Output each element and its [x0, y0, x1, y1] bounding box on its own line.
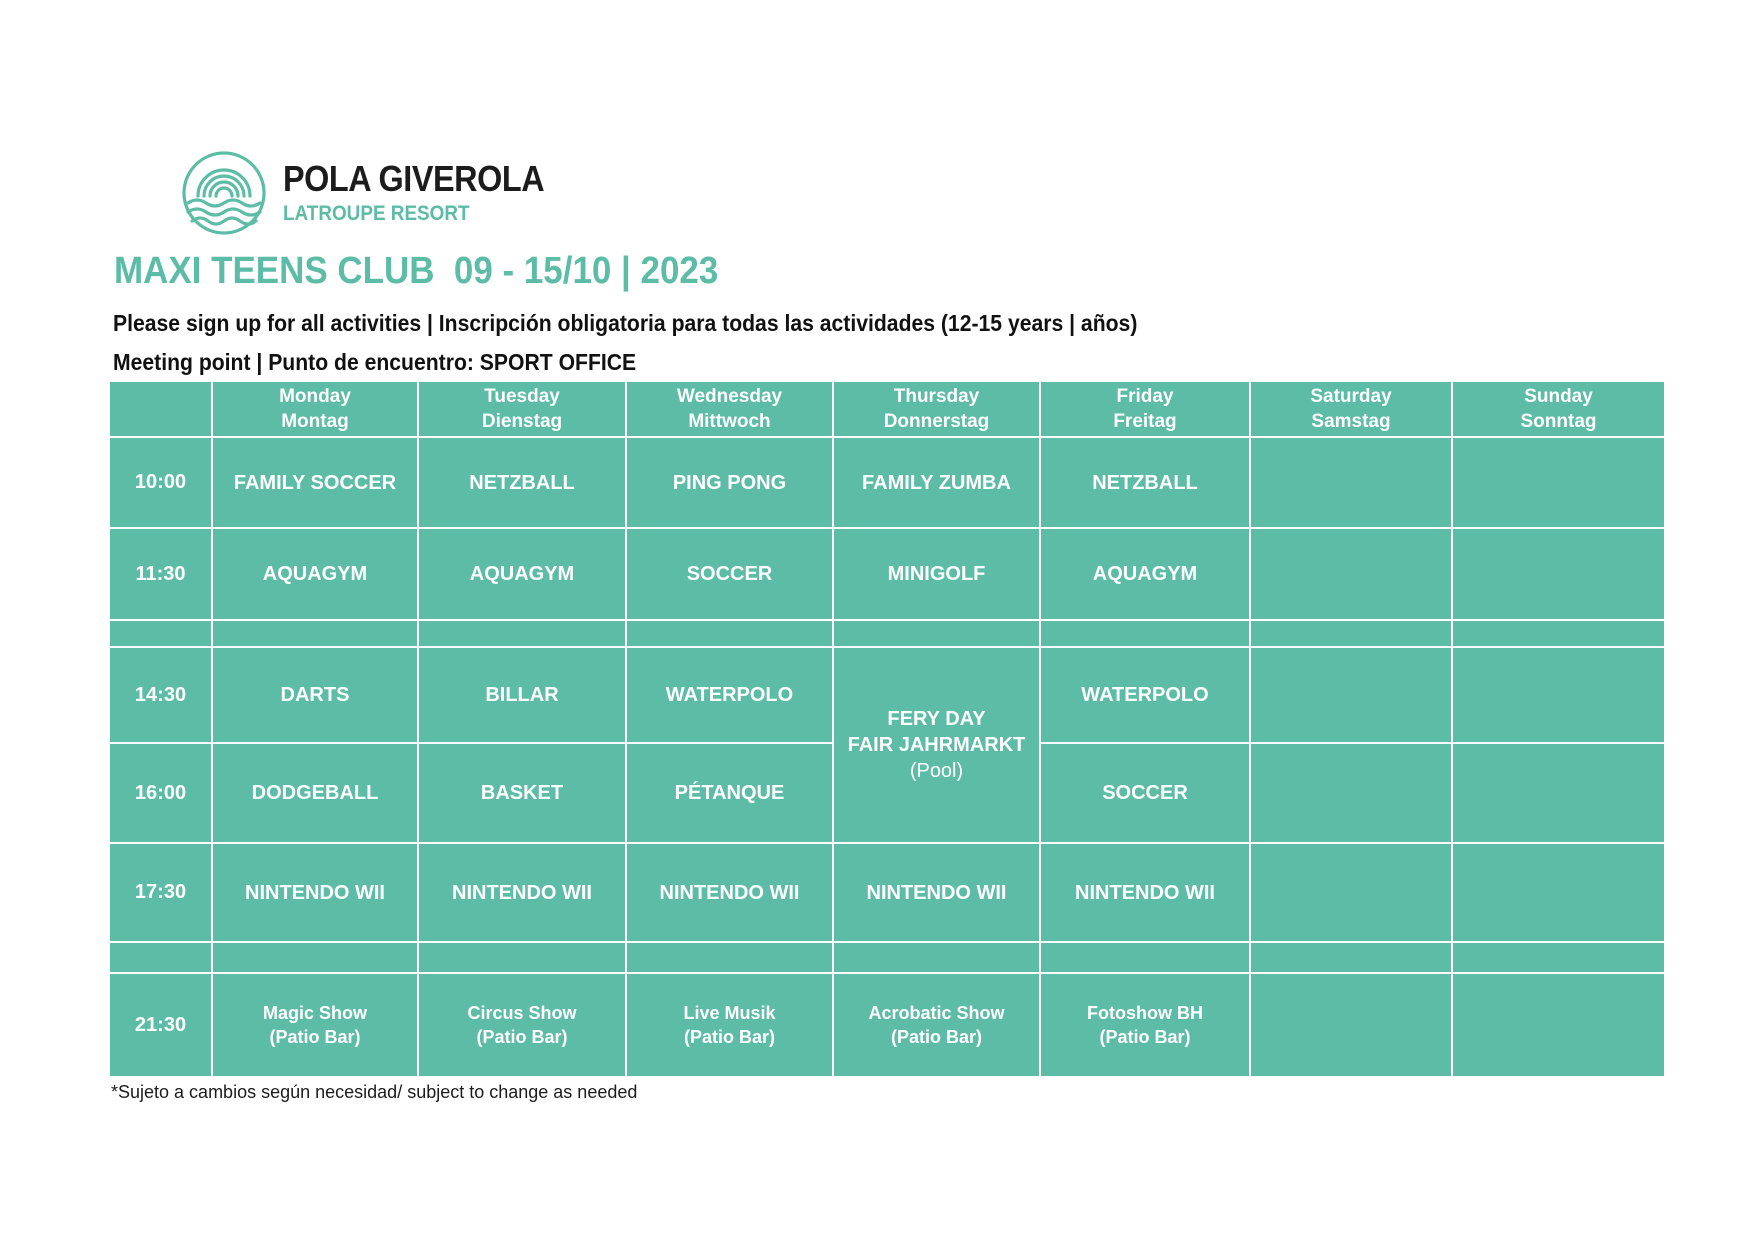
- empty-cell: [1250, 973, 1452, 1077]
- activity-cell: BILLAR: [418, 647, 626, 743]
- resort-logo: [180, 150, 545, 236]
- activity-cell: SOCCER: [626, 528, 833, 620]
- empty-cell: [1250, 528, 1452, 620]
- activity-cell: DARTS: [212, 647, 418, 743]
- sun-over-waves-icon: [180, 150, 268, 236]
- activity-cell: AQUAGYM: [212, 528, 418, 620]
- time-label: 21:30: [109, 973, 212, 1077]
- empty-cell: [1452, 647, 1665, 743]
- activity-cell: WATERPOLO: [1040, 647, 1250, 743]
- activity-cell: MINIGOLF: [833, 528, 1040, 620]
- empty-cell: [1250, 743, 1452, 843]
- empty-cell: [1250, 843, 1452, 942]
- activity-cell: SOCCER: [1040, 743, 1250, 843]
- activity-cell: NETZBALL: [418, 437, 626, 528]
- activity-cell: NINTENDO WII: [418, 843, 626, 942]
- time-label: 11:30: [109, 528, 212, 620]
- activity-schedule-table: [108, 380, 1666, 1078]
- activity-cell: FAMILY SOCCER: [212, 437, 418, 528]
- activity-cell: AQUAGYM: [418, 528, 626, 620]
- day-header-tuesday: Tuesday Dienstag: [418, 381, 626, 437]
- time-label: 14:30: [109, 647, 212, 743]
- time-row-1000: [109, 437, 1665, 528]
- empty-cell: [1452, 528, 1665, 620]
- disclaimer-footnote: *Sujeto a cambios según necesidad/ subject to change as needed: [111, 1082, 638, 1102]
- time-row-2130: [109, 973, 1665, 1077]
- day-header-row: [109, 381, 1665, 437]
- empty-cell: [1452, 743, 1665, 843]
- day-header-saturday: Saturday Samstag: [1250, 381, 1452, 437]
- corner-cell: [109, 381, 212, 437]
- empty-cell: [1250, 647, 1452, 743]
- show-cell-wednesday: Live Musik (Patio Bar): [626, 973, 833, 1077]
- show-cell-thursday: Acrobatic Show (Patio Bar): [833, 973, 1040, 1077]
- activity-cell: NINTENDO WII: [212, 843, 418, 942]
- spacer-row: [109, 620, 1665, 647]
- time-row-1430: [109, 647, 1665, 743]
- activity-cell: FAMILY ZUMBA: [833, 437, 1040, 528]
- page-title: MAXI TEENS CLUB 09 - 15/10 | 2023: [114, 250, 719, 292]
- empty-cell: [1452, 843, 1665, 942]
- time-row-1730: [109, 843, 1665, 942]
- day-header-thursday: Thursday Donnerstag: [833, 381, 1040, 437]
- show-cell-friday: Fotoshow BH (Patio Bar): [1040, 973, 1250, 1077]
- activity-cell: BASKET: [418, 743, 626, 843]
- time-label: 17:30: [109, 843, 212, 942]
- day-header-sunday: Sunday Sonntag: [1452, 381, 1665, 437]
- show-cell-monday: Magic Show (Patio Bar): [212, 973, 418, 1077]
- activity-cell: NINTENDO WII: [833, 843, 1040, 942]
- spacer-row: [109, 942, 1665, 973]
- activity-cell: WATERPOLO: [626, 647, 833, 743]
- activity-cell: DODGEBALL: [212, 743, 418, 843]
- activity-cell: NINTENDO WII: [626, 843, 833, 942]
- time-row-1130: [109, 528, 1665, 620]
- activity-cell: PÉTANQUE: [626, 743, 833, 843]
- time-label: 16:00: [109, 743, 212, 843]
- meeting-point: Meeting point | Punto de encuentro: SPORT OFFICE: [113, 349, 637, 375]
- day-header-wednesday: Wednesday Mittwoch: [626, 381, 833, 437]
- day-header-friday: Friday Freitag: [1040, 381, 1250, 437]
- show-cell-tuesday: Circus Show (Patio Bar): [418, 973, 626, 1077]
- activity-cell: NINTENDO WII: [1040, 843, 1250, 942]
- brand-name: POLA GIVEROLA: [283, 158, 545, 199]
- signup-note: Please sign up for all activities | Inscripción obligatoria para todas las actividades (12-15 years | años): [113, 310, 1138, 336]
- empty-cell: [1250, 437, 1452, 528]
- brand-subtitle: LATROUPE RESORT: [283, 202, 470, 225]
- empty-cell: [1452, 437, 1665, 528]
- fair-day-cell: FERY DAY FAIR JAHRMARKT (Pool): [833, 647, 1040, 843]
- day-header-monday: Monday Montag: [212, 381, 418, 437]
- activity-cell: AQUAGYM: [1040, 528, 1250, 620]
- empty-cell: [1452, 973, 1665, 1077]
- activity-cell: PING PONG: [626, 437, 833, 528]
- activity-cell: NETZBALL: [1040, 437, 1250, 528]
- time-label: 10:00: [109, 437, 212, 528]
